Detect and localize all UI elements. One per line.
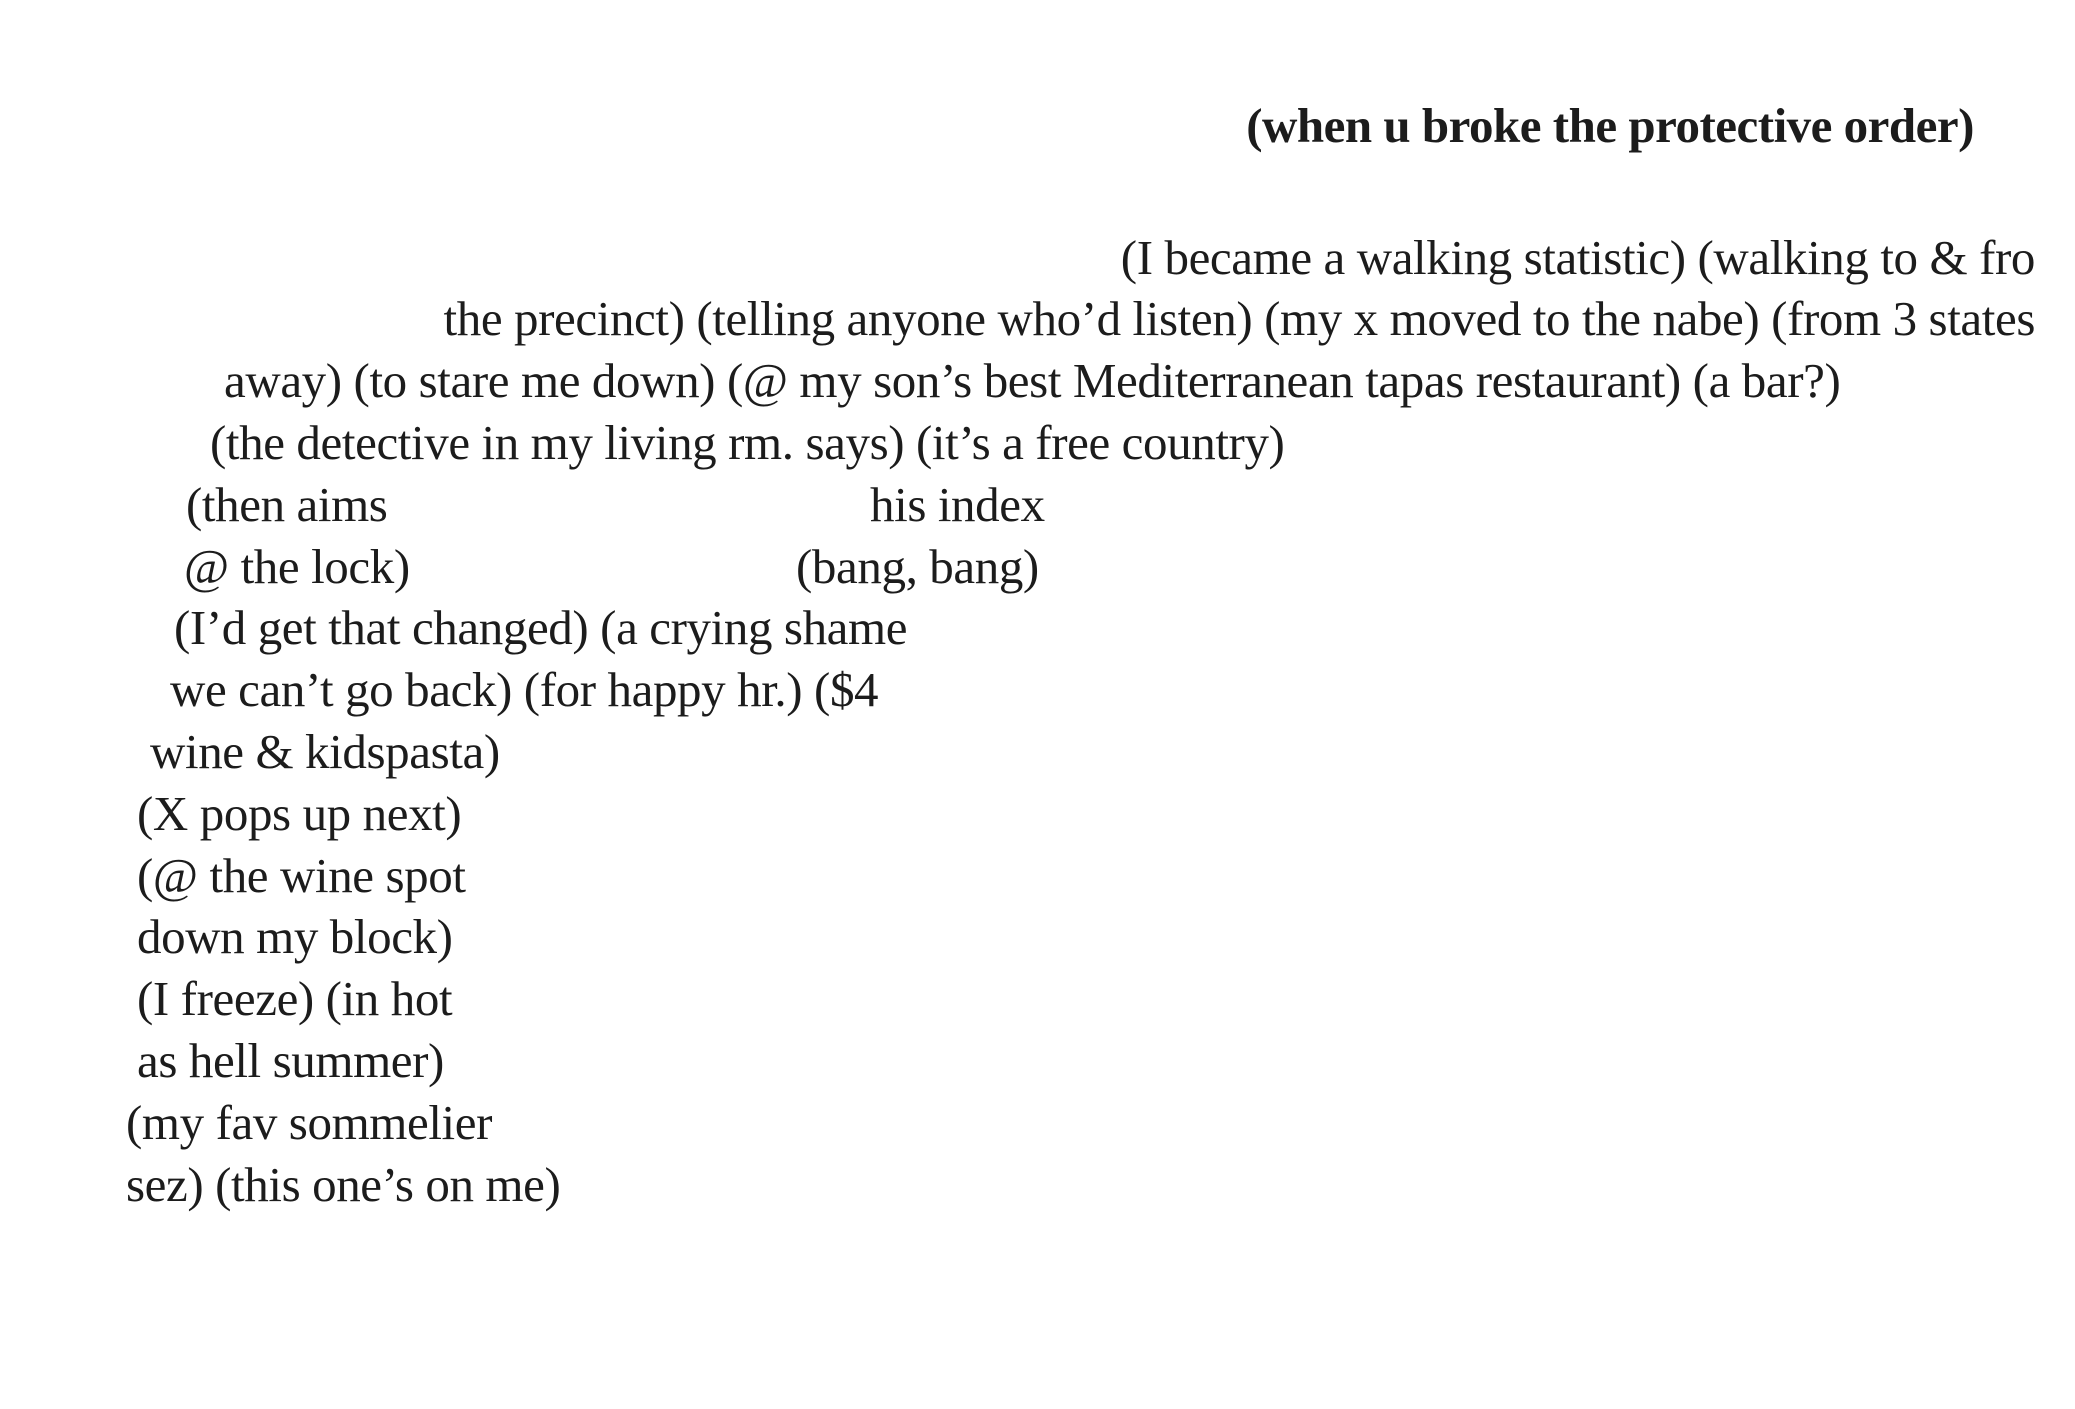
poem-line: (the detective in my living rm. says) (it’s a free country) xyxy=(210,415,1285,470)
poem-line: (I’d get that changed) (a crying shame xyxy=(174,600,908,655)
poem-title: (when u broke the protective order) xyxy=(1246,98,1974,153)
poem-line: @ the lock) xyxy=(184,539,410,594)
poem-line: the precinct) (telling anyone who’d listen) (my x moved to the nabe) (from 3 states xyxy=(443,291,2035,346)
poem-line: (I freeze) (in hot xyxy=(137,971,453,1026)
poem-line: wine & kidspasta) xyxy=(150,724,500,779)
poem-line: sez) (this one’s on me) xyxy=(126,1157,561,1212)
poem-line: we can’t go back) (for happy hr.) ($4 xyxy=(170,662,879,717)
poem-line: away) (to stare me down) (@ my son’s best Mediterranean tapas restaurant) (a bar?) xyxy=(224,353,1841,408)
poem-line: (@ the wine spot xyxy=(137,848,466,903)
poem-line: (my fav sommelier xyxy=(126,1095,493,1150)
poem-line: (bang, bang) xyxy=(796,539,1039,594)
poem-line: down my block) xyxy=(137,909,453,964)
poem-line: (then aims xyxy=(186,477,388,532)
poem-line: (I became a walking statistic) (walking to & fro xyxy=(1120,230,2035,285)
poem-line: (X pops up next) xyxy=(137,786,462,841)
poem-line: his index xyxy=(870,477,1045,532)
poem-line: as hell summer) xyxy=(137,1033,444,1088)
